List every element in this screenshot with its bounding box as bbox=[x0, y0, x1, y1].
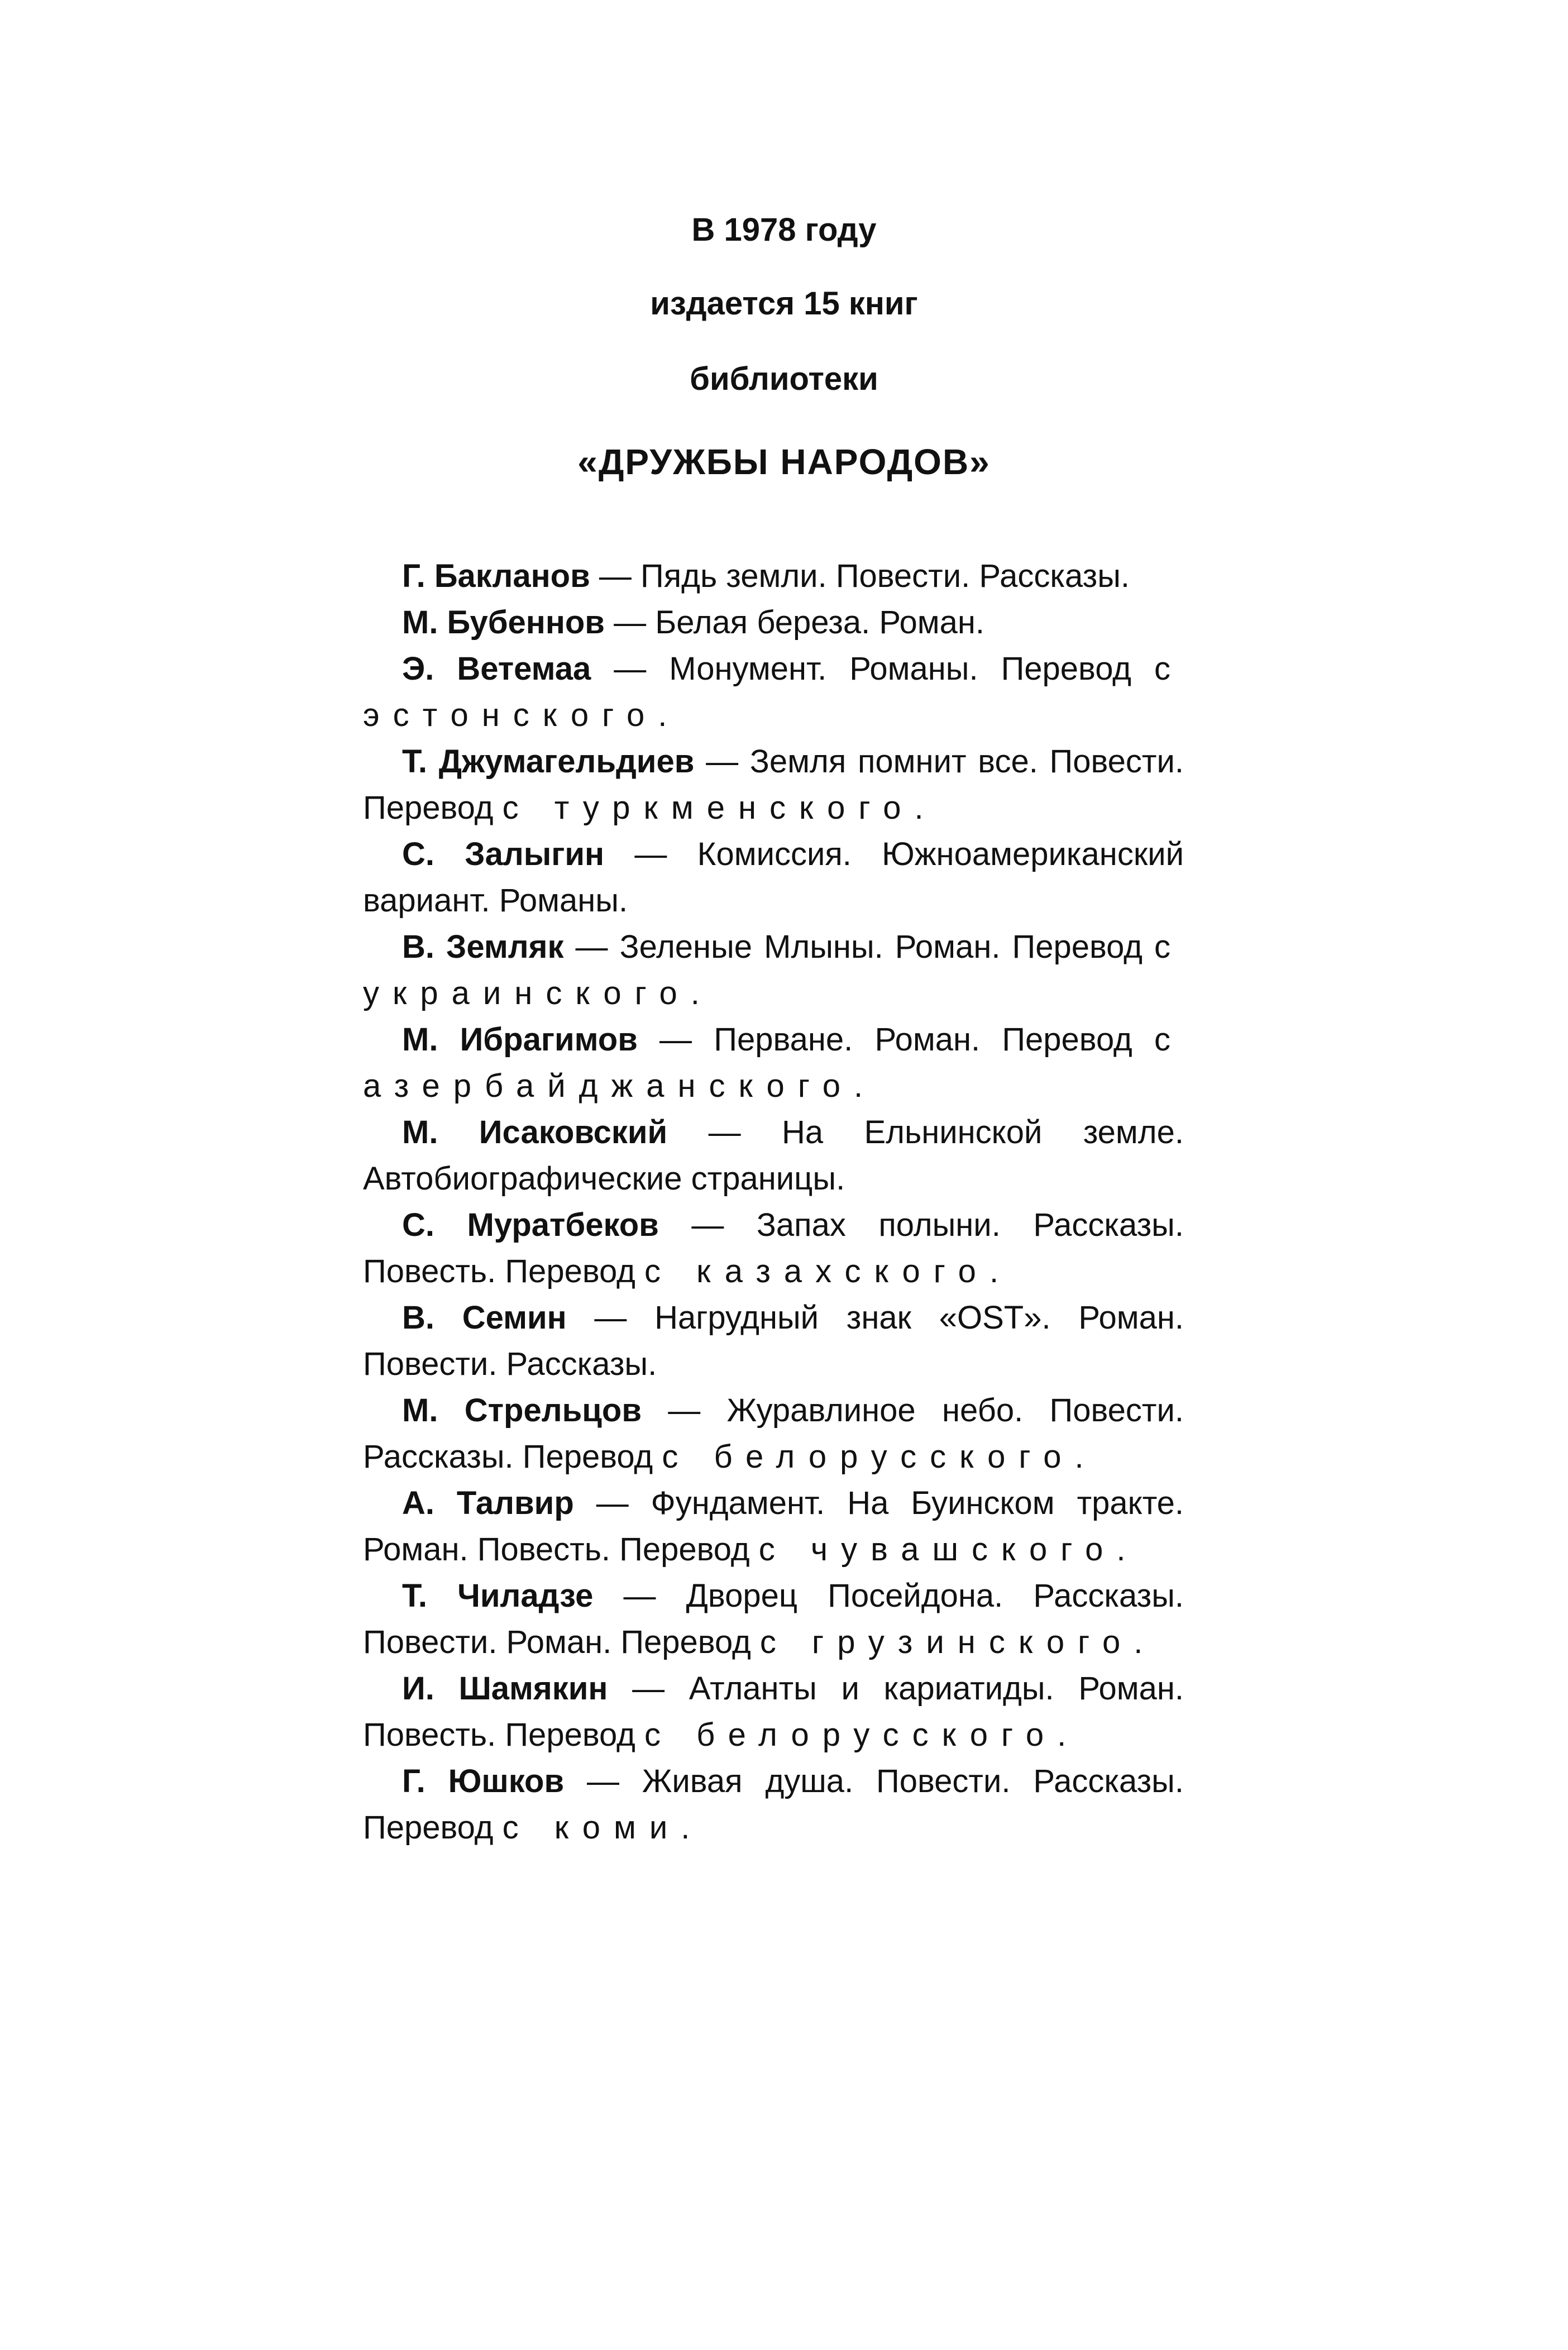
book-description: Белая береза. Роман. bbox=[655, 604, 985, 641]
book-entry bbox=[363, 924, 1184, 1016]
book-entry bbox=[363, 1109, 1184, 1202]
book-author: Э. Ветемаа bbox=[402, 651, 591, 687]
book-translation-source: с эстонского. bbox=[363, 651, 1184, 733]
heading-year: В 1978 году bbox=[691, 212, 877, 248]
book-translation-source: с коми. bbox=[502, 1809, 704, 1846]
book-entry bbox=[363, 1480, 1184, 1573]
dash-separator: — bbox=[566, 1300, 655, 1336]
heading-book-count: издается 15 книг bbox=[650, 285, 918, 322]
book-author: С. Залыгин bbox=[402, 836, 605, 872]
dash-separator: — bbox=[593, 1578, 686, 1614]
book-author: М. Исаковский bbox=[402, 1114, 668, 1150]
book-author: А. Талвир bbox=[402, 1485, 574, 1521]
dash-separator: — bbox=[573, 1485, 651, 1521]
dash-separator: — bbox=[564, 1763, 642, 1799]
book-description: Монумент. Романы. Перевод bbox=[669, 651, 1132, 687]
book-entry bbox=[363, 553, 1184, 599]
book-entry bbox=[363, 1665, 1184, 1758]
dash-separator: — bbox=[641, 1392, 727, 1429]
dash-separator: — bbox=[637, 1021, 714, 1058]
dash-separator: — bbox=[604, 836, 697, 872]
dash-separator: — bbox=[667, 1114, 782, 1150]
book-translation-source: с белорусского. bbox=[662, 1439, 1097, 1475]
book-description: Запах полыни. Рассказы. Повесть. Перевод bbox=[363, 1207, 1184, 1289]
book-entry bbox=[363, 1387, 1184, 1480]
heading-series-title: «ДРУЖБЫ НАРОДОВ» bbox=[577, 442, 991, 482]
book-author: Т. Чиладзе bbox=[402, 1578, 594, 1614]
book-author: М. Ибрагимов bbox=[402, 1021, 638, 1058]
dash-separator: — bbox=[694, 743, 750, 780]
book-list bbox=[363, 553, 1184, 1851]
book-author: Г. Бакланов bbox=[402, 558, 590, 594]
book-description: Земля помнит все. Повести. Перевод bbox=[363, 743, 1184, 826]
book-translation-source: с казахского. bbox=[644, 1253, 1012, 1289]
dash-separator: — bbox=[608, 1670, 689, 1707]
dash-separator: — bbox=[563, 929, 620, 965]
book-entry bbox=[363, 1016, 1184, 1109]
book-translation-source: с белорусского. bbox=[644, 1717, 1080, 1753]
heading-library: библиотеки bbox=[690, 361, 878, 397]
book-entry bbox=[363, 646, 1184, 738]
book-description: Фундамент. На Буинском тракте. Роман. Повесть. Перевод bbox=[363, 1485, 1184, 1568]
book-description: На Ельнинской земле. Автобиографические страницы. bbox=[363, 1114, 1184, 1197]
book-description: Атланты и кариатиды. Роман. Повесть. Перевод bbox=[363, 1670, 1184, 1753]
book-entry bbox=[363, 1758, 1184, 1851]
book-description: Живая душа. Повести. Рассказы. Перевод bbox=[363, 1763, 1184, 1846]
book-entry bbox=[363, 1295, 1184, 1387]
book-translation-source: с туркменского. bbox=[502, 790, 937, 826]
book-entry bbox=[363, 1573, 1184, 1665]
book-translation-source: с азербайджанского. bbox=[363, 1021, 1184, 1104]
dash-separator: — bbox=[590, 558, 640, 594]
book-author: М. Стрельцов bbox=[402, 1392, 642, 1429]
book-author: И. Шамякин bbox=[402, 1670, 608, 1707]
book-author: Т. Джумагельдиев bbox=[402, 743, 695, 780]
book-translation-source: с чувашского. bbox=[758, 1531, 1139, 1568]
book-author: В. Земляк bbox=[402, 929, 564, 965]
book-description: Зеленые Млыны. Роман. Перевод bbox=[619, 929, 1142, 965]
dash-separator: — bbox=[658, 1207, 757, 1243]
book-entry bbox=[363, 738, 1184, 831]
book-entry bbox=[363, 831, 1184, 924]
book-translation-source: с грузинского. bbox=[759, 1624, 1156, 1660]
book-author: Г. Юшков bbox=[402, 1763, 565, 1799]
book-description: Пядь земли. Повести. Рассказы. bbox=[640, 558, 1130, 594]
book-translation-source: с украинского. bbox=[363, 929, 1184, 1011]
book-entry bbox=[363, 1202, 1184, 1295]
book-entry bbox=[363, 599, 1184, 646]
book-description: Нагрудный знак «OST». Роман. Повести. Рассказы. bbox=[363, 1300, 1184, 1382]
book-description: Журавлиное небо. Повести. Рассказы. Перевод bbox=[363, 1392, 1184, 1475]
book-description: Дворец Посейдона. Рассказы. Повести. Роман. Перевод bbox=[363, 1578, 1184, 1660]
book-description: Перване. Роман. Перевод bbox=[714, 1021, 1132, 1058]
book-description: Комиссия. Южноамериканский вариант. Романы. bbox=[363, 836, 1184, 919]
book-author: В. Семин bbox=[402, 1300, 567, 1336]
dash-separator: — bbox=[591, 651, 670, 687]
dash-separator: — bbox=[604, 604, 656, 641]
book-author: С. Муратбеков bbox=[402, 1207, 659, 1243]
book-author: М. Бубеннов bbox=[402, 604, 605, 641]
